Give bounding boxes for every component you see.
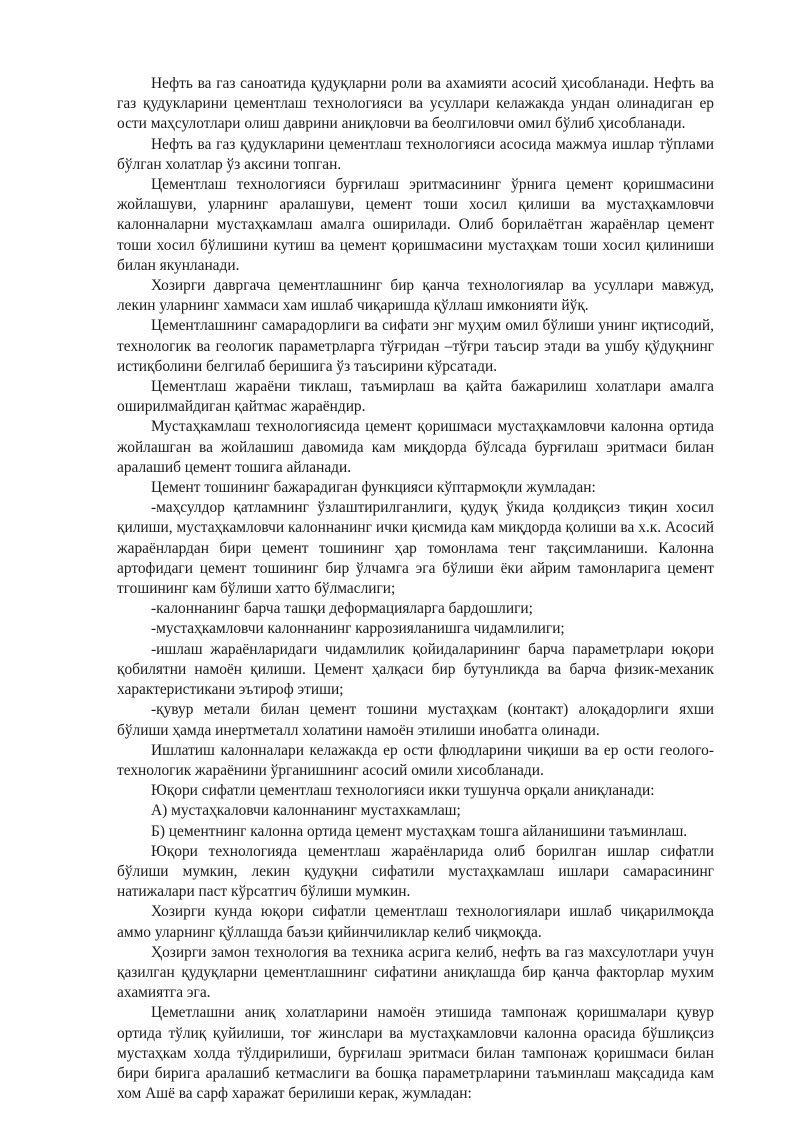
list-item-b: Б) цементнинг калонна ортида цемент мустаҳкам тошга айланишини таъминлаш. — [151, 822, 688, 840]
list-item-1: -маҳсулдор қатламнинг ўзлаштирилганлиги, қудуқ ўкида қолдиқсиз тиқин хосил қилиши, мустаҳкамловчи калоннанинг ички қисмида кам миқдорда қолиши ва х.к. Асосий жараёнлардан бири цемент тошининг ҳар томонлама тенг тақсимланиши. Калонна артофидаги цемент тошининг бир ўлчамга эга бўлиши ёки айрим тамонларига цемент тгошининг кам бўлиши хатто бўлмаслиги; — [117, 499, 714, 598]
list-item-4: -ишлаш жараёнларидаги чидамлилик қойидаларининг барча параметрлари юқори қобилятни намоён қилиши. Цемент ҳалқаси бир бутунликда ва барча физик-механик характеристикани эътироф этиши; — [117, 640, 714, 699]
list-item-5: -қувур метали билан цемент тошини мустаҳкам (контакт) алоқадорлиги яхши бўлиши ҳамда инертметалл холатини намоён этилиши инобатга олинади. — [117, 701, 714, 739]
list-item-a: А) мустаҳкаловчи калоннанинг мустахкамлаш; — [151, 802, 461, 820]
paragraph-4: Хозирги давргача цементлашнинг бир қанча технологиялар ва усуллари мавжуд, лекин уларнинг хаммаси хам ишлаб чиқаришда қўллаш имконияти йўқ. — [117, 277, 714, 315]
paragraph-13: Ҳозирги замон технология ва техника асрига келиб, нефть ва газ махсулотлари учун қазилган қудуқларни цементлашнинг сифатини аниқлашда бир қанча факторлар мухим ахамиятга эга. — [117, 943, 714, 1002]
paragraph-3: Цементлаш технологияси бурғилаш эритмасининг ўрнига цемент қоришмасини жойлашуви, уларнинг аралашуви, цемент тоши хосил қилиши ва мустаҳкамловчи калонналарни мустаҳкамлаш амалга оширилади. Олиб борилаётган жараёнлар цемент тоши хосил бўлишини кутиш ва цемент қоришмасини мустаҳкам тоши хосил қилиниши билан якунланади. — [117, 176, 714, 274]
paragraph-2: Нефть ва газ қудукларини цементлаш технологияси асосида мажмуа ишлар тўплами бўлган холатлар ўз аксини топган. — [117, 135, 714, 173]
list-item-2: -калоннанинг барча ташқи деформацияларга бардошлиги; — [151, 600, 533, 618]
paragraph-9: Ишлатиш калонналари келажакда ер ости флюдларини чиқиши ва ер ости геолого-технологик жараёнини ўрганишнинг асосий омили хисобланади. — [117, 741, 714, 779]
paragraph-12: Хозирги кунда юқори сифатли цементлаш технологиялари ишлаб чиқарилмоқда аммо уларнинг қўллашда баъзи қийинчиликлар келиб чиқмоқда. — [117, 903, 714, 941]
paragraph-10: Юқори сифатли цементлаш технологияси икки тушунча орқали аниқланади: — [151, 782, 655, 800]
paragraph-11: Юқори технологияда цементлаш жараёнларида олиб борилган ишлар сифатли бўлиши мумкин, лекин қудуқни сифатили мустаҳкамлаш ишлари самарасининг натижалари паст кўрсатгич бўлиши мумкин. — [117, 842, 714, 901]
list-item-3: -мустаҳкамловчи калоннанинг каррозияланишга чидамлилиги; — [151, 620, 565, 638]
paragraph-1: Нефть ва газ саноатида қудуқларни роли ва ахамияти асосий ҳисобланади. Нефть ва газ қудукларини цементлаш технологияси ва усуллари келажакда ундан олинадиган ер ости маҳсулотлари олиш даврини аниқловчи ва беолгиловчи омил бўлиб ҳисобланади. — [117, 75, 714, 133]
paragraph-5: Цементлашнинг самарадорлиги ва сифати энг муҳим омил бўлиши унинг иқтисодий, технологик ва геологик параметрларга тўғридан –тўғри таъсир этади ва ушбу қўдуқнинг истиқболини белгилаб беришига ўз таъсирини кўрсатади. — [117, 317, 714, 375]
paragraph-6: Цементлаш жараёни тиклаш, таъмирлаш ва қайта бажарилиш холатлари амалга оширилмайдиган қайтмас жараёндир. — [117, 378, 714, 416]
paragraph-14: Цеметлашни аниқ холатларини намоён этишида тампонаж қоришмалари қувур ортида тўлиқ қуйилиши, тоғ жинслари ва мустаҳкамловчи калонна орасида бўшлиқсиз мустаҳкам холда тўлдирилиши, бурғилаш эритмаси билан тампонаж қоришмаси билан бири бирига аралашиб кетмаслиги ва бошқа параметрларини таъминлаш мақсадида кам хом Ашё ва сарф харажат берилиши керак, жумладан: — [117, 1004, 714, 1103]
paragraph-8: Цемент тошининг бажарадиган функцияси кўптармоқли жумладан: — [151, 479, 596, 497]
paragraph-7: Мустаҳкамлаш технологиясида цемент қоришмаси мустаҳкамловчи калонна ортида жойлашган ва жойлашиш давомида кам миқдорда бўлсада бурғилаш эритмаси билан аралашиб цемент тошига айланади. — [117, 418, 714, 476]
